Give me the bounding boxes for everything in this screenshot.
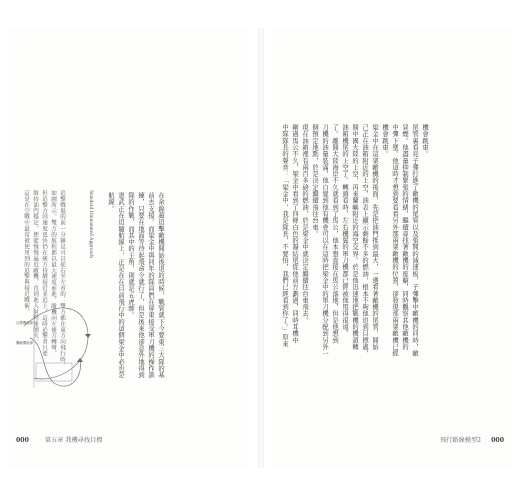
left-main-text xyxy=(106,192,164,378)
intercept-diagram xyxy=(14,288,96,398)
caption-column: 但追擊方因速度更快仍在後方持續接近並追上，這時追擊者只要 xyxy=(41,190,47,357)
target-flight-path xyxy=(24,308,88,379)
page-number: 000 xyxy=(491,437,504,444)
left-text-column: 隊的作戰，而其中的主角，則就是五虎帥。 xyxy=(127,192,134,319)
right-text-column: 中彈下墜。他這時才想到要看看另外那兩架敵機的位置，卻發現那兩架敵機已經 xyxy=(391,124,398,357)
right-text-column: 己正在油箱附近的上空，油表上顯示剩餘不多的燃油，根本不夠他追到目標處， xyxy=(361,124,368,357)
target-arrow-icon xyxy=(85,334,91,338)
left-text-column: 在余錦超追擊敵機開始後退的時候，戰管就下今要東三大隊的基 xyxy=(157,192,164,379)
right-text-column: 中隊隊長的聲音：「梁金中，我是隊長，不要怕，我們已經看到你了。」原來 xyxy=(281,124,288,347)
right-text-column: 機會跳車。 xyxy=(381,124,388,158)
right-text-column: 現在油箱裡有兩百多磅的燃油，於是梁金中就決定繼續往台東飛去。 xyxy=(301,124,308,324)
left-text-column: 前去支援。而梁金中與同年的隊員們在屏東接受軍刀機的操作訓 xyxy=(147,192,154,379)
running-head: 第五章 我機尋找目標 xyxy=(44,437,103,444)
left-text-column: 練，只要在地面等待起飛命令就行了，但是後來他卻意外地得到 xyxy=(137,192,144,379)
caption-column: 追擊戰場的前一分鐘是可以從右至左看的：雙方都在東方向飛行時， xyxy=(59,190,65,369)
right-text-column: 刀機的油量裝滿，他自覺到他有機會可以在這時把梁金中的軍刀機分配到另外一 xyxy=(321,124,328,357)
right-text-column: 尾管裏看見子彈打進了敵機的尾管以及張開的減速板，子彈擊中敵機的同時，敵 xyxy=(411,124,418,357)
right-text-column: 梁金中在這架敵機的後面，先是把油門推到最大，一邊看著敵機的尾管，開始 xyxy=(371,124,378,351)
book-gutter xyxy=(258,28,264,468)
diagram-label: 攔截機航線 xyxy=(16,341,33,345)
right-main-text xyxy=(280,124,428,357)
left-page xyxy=(8,28,248,468)
diagram-title: Standard Ummanned Approach xyxy=(88,190,94,258)
right-text-column: 冒煙。他盡量抑制緊張的情緒，繼續尋找著敵機的座艙，同時觀察其他敵機的 xyxy=(401,124,408,351)
right-text-column: 了。離開大陸海岸不久就看到了馬公，他本想直接在馬公落地，但是他想到 xyxy=(331,124,338,344)
interceptor-arrow-icon xyxy=(77,358,83,362)
left-text-column: 航線。 xyxy=(107,192,114,212)
right-footer xyxy=(440,435,504,444)
right-text-column: 個預定地點，於是決定繼續飛往台東。 xyxy=(311,124,318,238)
right-text-column: 開中國大陸的上空，再來蘭嶼附近的海空交界。於是他迅速地把戰機的機頭轉 xyxy=(351,124,358,351)
running-head: 飛行路線模型2 xyxy=(440,437,482,444)
caption-column: 如圖所示，雙方的航程都以最大速度前進，敵機向左後方轉彎， xyxy=(50,190,56,357)
right-text-column: 機會跳車。 xyxy=(421,124,428,158)
right-page xyxy=(272,28,512,468)
left-text-column: 憲武正在追隨航線上，正是在在目前飛行中的這個梁金中必也是 xyxy=(117,192,124,379)
caption-column: 維持油門穩定，便能慢慢逼近敵機，直到進入射程後開火。 xyxy=(32,190,38,345)
diagram-label: 目標機航線 xyxy=(16,321,33,325)
right-text-column: 油箱機尾的上空了。轉頭看時，左右機翼的軍刀機都已經被他甩得很遠。 xyxy=(341,124,348,337)
right-text-column: 剛過馬公不久，梁金中看到了四條白色的凝結尾從他前方劃過，同時耳機中 xyxy=(291,124,298,344)
page-number: 000 xyxy=(16,437,29,444)
caption-column: 這是在空戰中最常被使用到的追擊與接近戰術。 xyxy=(23,190,29,315)
left-footer xyxy=(16,435,103,444)
